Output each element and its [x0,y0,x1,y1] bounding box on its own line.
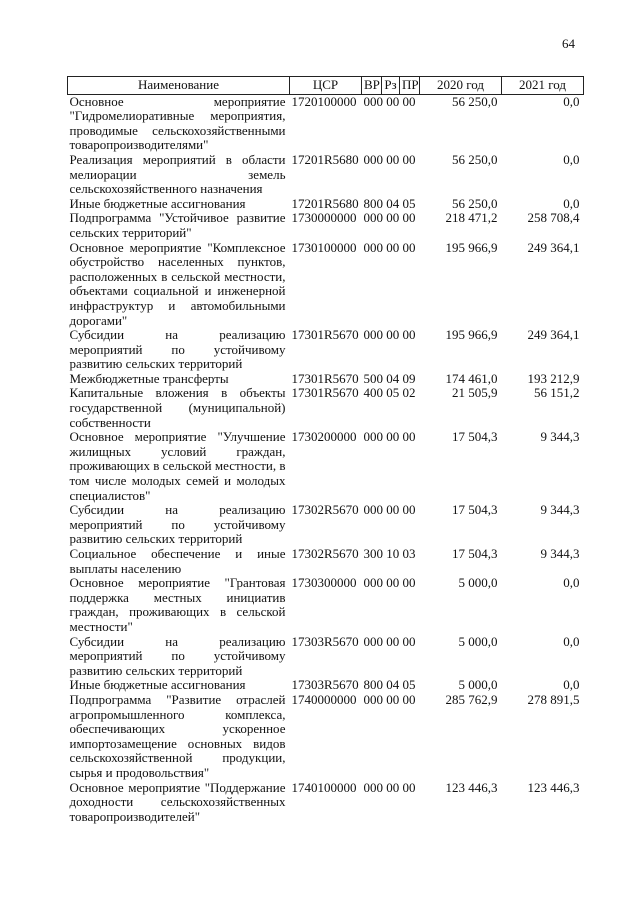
row-value-2020: 17 504,3 [452,502,498,518]
row-csr: 17302R5670 [291,502,359,518]
row-csr: 17303R5670 [291,633,359,649]
row-codes: 000 00 00 [363,633,416,649]
row-csr: 17301R5670 [291,385,359,401]
row-value-2021: 0,0 [563,575,580,591]
table-body [68,94,584,824]
row-name: Субсидии на реализацию мероприятий по устойчивому развитию сельских территорий [69,633,286,678]
header-vr: ВР [362,77,382,95]
row-value-2020: 56 250,0 [452,93,498,109]
row-csr: 17302R5670 [291,546,359,561]
row-value-2021: 0,0 [563,151,580,167]
row-name: Субсидии на реализацию мероприятий по устойчивому развитию сельских территорий [69,502,286,547]
row-value-2021: 9 344,3 [540,502,580,518]
row-name: Иные бюджетные ассигнования [69,677,246,693]
row-name: Подпрограмма "Развитие отраслей агропромышленного комплекса, обеспечивающих ускоренное импортозамещение основных видов сельскохозяйственной продукции, сырья и продовольствия" [69,691,286,780]
row-name: Основное мероприятие "Комплексное обустройство населенных пунктов, расположенных в сельской местности, объектами социальной и инженерной инфраструктур и автомобильными дорогами" [69,239,286,328]
row-value-2021: 0,0 [563,195,580,211]
header-name: Наименование [68,77,290,95]
table-header-row [68,77,584,95]
table-row [68,328,584,372]
row-value-2020: 195 966,9 [445,239,498,255]
table-row [68,693,584,781]
row-value-2020: 56 250,0 [452,151,498,167]
table-row [68,197,584,212]
row-csr: 17301R5670 [291,327,359,343]
budget-table [67,76,584,824]
row-csr: 1730300000 [291,575,357,591]
row-csr: 17301R5670 [291,370,359,386]
row-codes: 000 00 00 [363,93,416,109]
row-value-2020: 5 000,0 [458,575,498,591]
row-codes: 800 04 05 [363,677,416,693]
header-rz: Рз [382,77,400,95]
header-csr: ЦСР [290,77,362,95]
row-value-2021: 249 364,1 [527,327,580,343]
row-value-2020: 285 762,9 [445,691,498,707]
row-codes: 000 00 00 [363,239,416,255]
row-value-2021: 123 446,3 [527,779,580,795]
row-csr: 1740000000 [291,691,357,707]
row-name: Межбюджетные трансферты [69,370,229,386]
table-row [68,372,584,387]
row-name: Основное мероприятие "Поддержание доходности сельскохозяйственных товаропроизводителей" [69,779,286,824]
row-value-2021: 249 364,1 [527,239,580,255]
header-2021: 2021 год [502,77,584,95]
row-name: Реализация мероприятий в области мелиорации земель сельскохозяйственного назначения [69,151,286,197]
table-row [68,503,584,547]
table-row [68,211,584,240]
row-value-2021: 9 344,3 [540,429,580,445]
row-codes: 000 00 00 [363,575,416,591]
row-value-2020: 123 446,3 [445,779,498,795]
table-row [68,576,584,634]
row-codes: 000 00 00 [363,691,416,707]
row-codes: 000 00 00 [363,779,416,795]
row-name: Подпрограмма "Устойчивое развитие сельских территорий" [69,210,286,240]
row-name: Социальное обеспечение и иные выплаты населению [69,546,286,576]
table-row [68,386,584,430]
table-row [68,241,584,329]
row-codes: 000 00 00 [363,502,416,518]
table-row [68,678,584,693]
row-name: Основное мероприятие "Грантовая поддержка местных инициатив граждан, проживающих в сельской местности" [69,575,286,634]
header-pr: ПР [400,77,420,95]
table-row [68,781,584,825]
row-csr: 17303R5670 [291,677,359,693]
row-csr: 1740100000 [291,779,357,795]
row-codes: 000 00 00 [363,151,416,167]
row-value-2020: 56 250,0 [452,195,498,211]
row-csr: 17201R5680 [291,151,359,167]
row-value-2021: 0,0 [563,677,580,693]
row-value-2020: 17 504,3 [452,429,498,445]
row-value-2021: 0,0 [563,93,580,109]
row-name: Основное мероприятие "Улучшение жилищных условий граждан, проживающих в сельской местности, в том числе молодых семей и молодых специалистов" [69,429,286,503]
row-csr: 1720100000 [291,93,357,109]
row-codes: 000 00 00 [363,429,416,445]
row-value-2021: 0,0 [563,633,580,649]
table-row [68,153,584,197]
row-csr: 1730200000 [291,429,357,445]
row-value-2021: 56 151,2 [534,385,580,401]
row-codes: 300 10 03 [363,546,416,561]
row-name: Основное мероприятие "Гидромелиоративные мероприятия, проводимые сельскохозяйственными товаропроизводителями" [69,93,286,153]
header-2020: 2020 год [420,77,502,95]
row-value-2021: 278 891,5 [527,691,580,707]
row-codes: 000 00 00 [363,327,416,343]
row-value-2020: 5 000,0 [458,677,498,693]
row-codes: 500 04 09 [363,370,416,386]
row-value-2020: 21 505,9 [452,385,498,401]
row-value-2020: 218 471,2 [445,210,498,226]
row-codes: 400 05 02 [363,385,416,401]
table-row [68,430,584,503]
row-value-2020: 195 966,9 [445,327,498,343]
page-number: 64 [562,36,575,51]
row-csr: 1730100000 [291,239,357,255]
row-name: Капитальные вложения в объекты государственной (муниципальной) собственности [69,385,286,430]
row-codes: 000 00 00 [363,210,416,226]
table-row [68,94,584,153]
row-value-2020: 17 504,3 [452,546,498,561]
table-row [68,547,584,576]
row-value-2020: 5 000,0 [458,633,498,649]
row-csr: 17201R5680 [291,195,359,211]
row-codes: 800 04 05 [363,195,416,211]
row-value-2021: 9 344,3 [540,546,580,561]
row-name: Субсидии на реализацию мероприятий по устойчивому развитию сельских территорий [69,327,286,372]
table-row [68,635,584,679]
row-name: Иные бюджетные ассигнования [69,195,246,211]
row-csr: 1730000000 [291,210,357,226]
row-value-2021: 258 708,4 [527,210,580,226]
row-value-2020: 174 461,0 [445,370,498,386]
row-value-2021: 193 212,9 [527,370,580,386]
